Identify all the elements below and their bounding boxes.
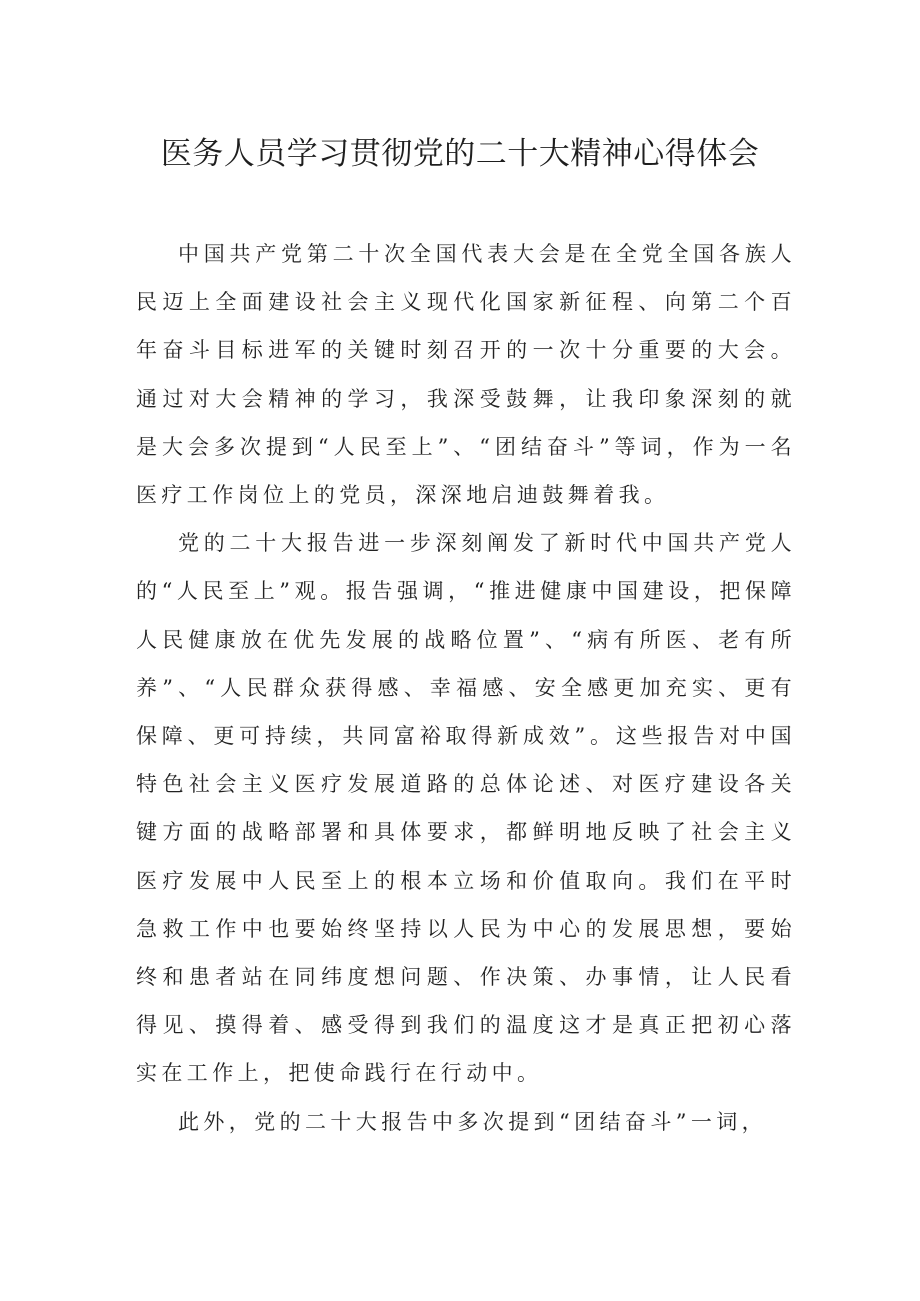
page-title: 医务人员学习贯彻党的二十大精神心得体会 — [160, 136, 760, 172]
paragraph-2: 党的二十大报告进一步深刻阐发了新时代中国共产党人的“人民至上”观。报告强调，“推进健康中国建设，把保障人民健康放在优先发展的战略位置”、“病有所医、老有所养”、“人民群众获得感、幸福感、安全感更加充实、更有保障、更可持续，共同富裕取得新成效”。这些报告对中国特色社会主义医疗发展道路的总体论述、对医疗建设各关键方面的战略部署和具体要求，都鲜明地反映了社会主义医疗发展中人民至上的根本立场和价值取向。我们在平时急救工作中也要始终坚持以人民为中心的发展思想，要始终和患者站在同纬度想问题、作决策、办事情，让人民看得见、摸得着、感受得到我们的温度这才是真正把初心落实在工作上，把使命践行在行动中。 — [136, 531, 796, 1086]
paragraph-3: 此外，党的二十大报告中多次提到“团结奋斗”一词， — [178, 1109, 768, 1134]
paragraph-1: 中国共产党第二十次全国代表大会是在全党全国各族人民迈上全面建设社会主义现代化国家新征程、向第二个百年奋斗目标进军的关键时刻召开的一次十分重要的大会。通过对大会精神的学习，我深受鼓舞，让我印象深刻的就是大会多次提到“人民至上”、“团结奋斗”等词，作为一名医疗工作岗位上的党员，深深地启迪鼓舞着我。 — [136, 242, 796, 508]
document-body — [136, 230, 796, 1146]
